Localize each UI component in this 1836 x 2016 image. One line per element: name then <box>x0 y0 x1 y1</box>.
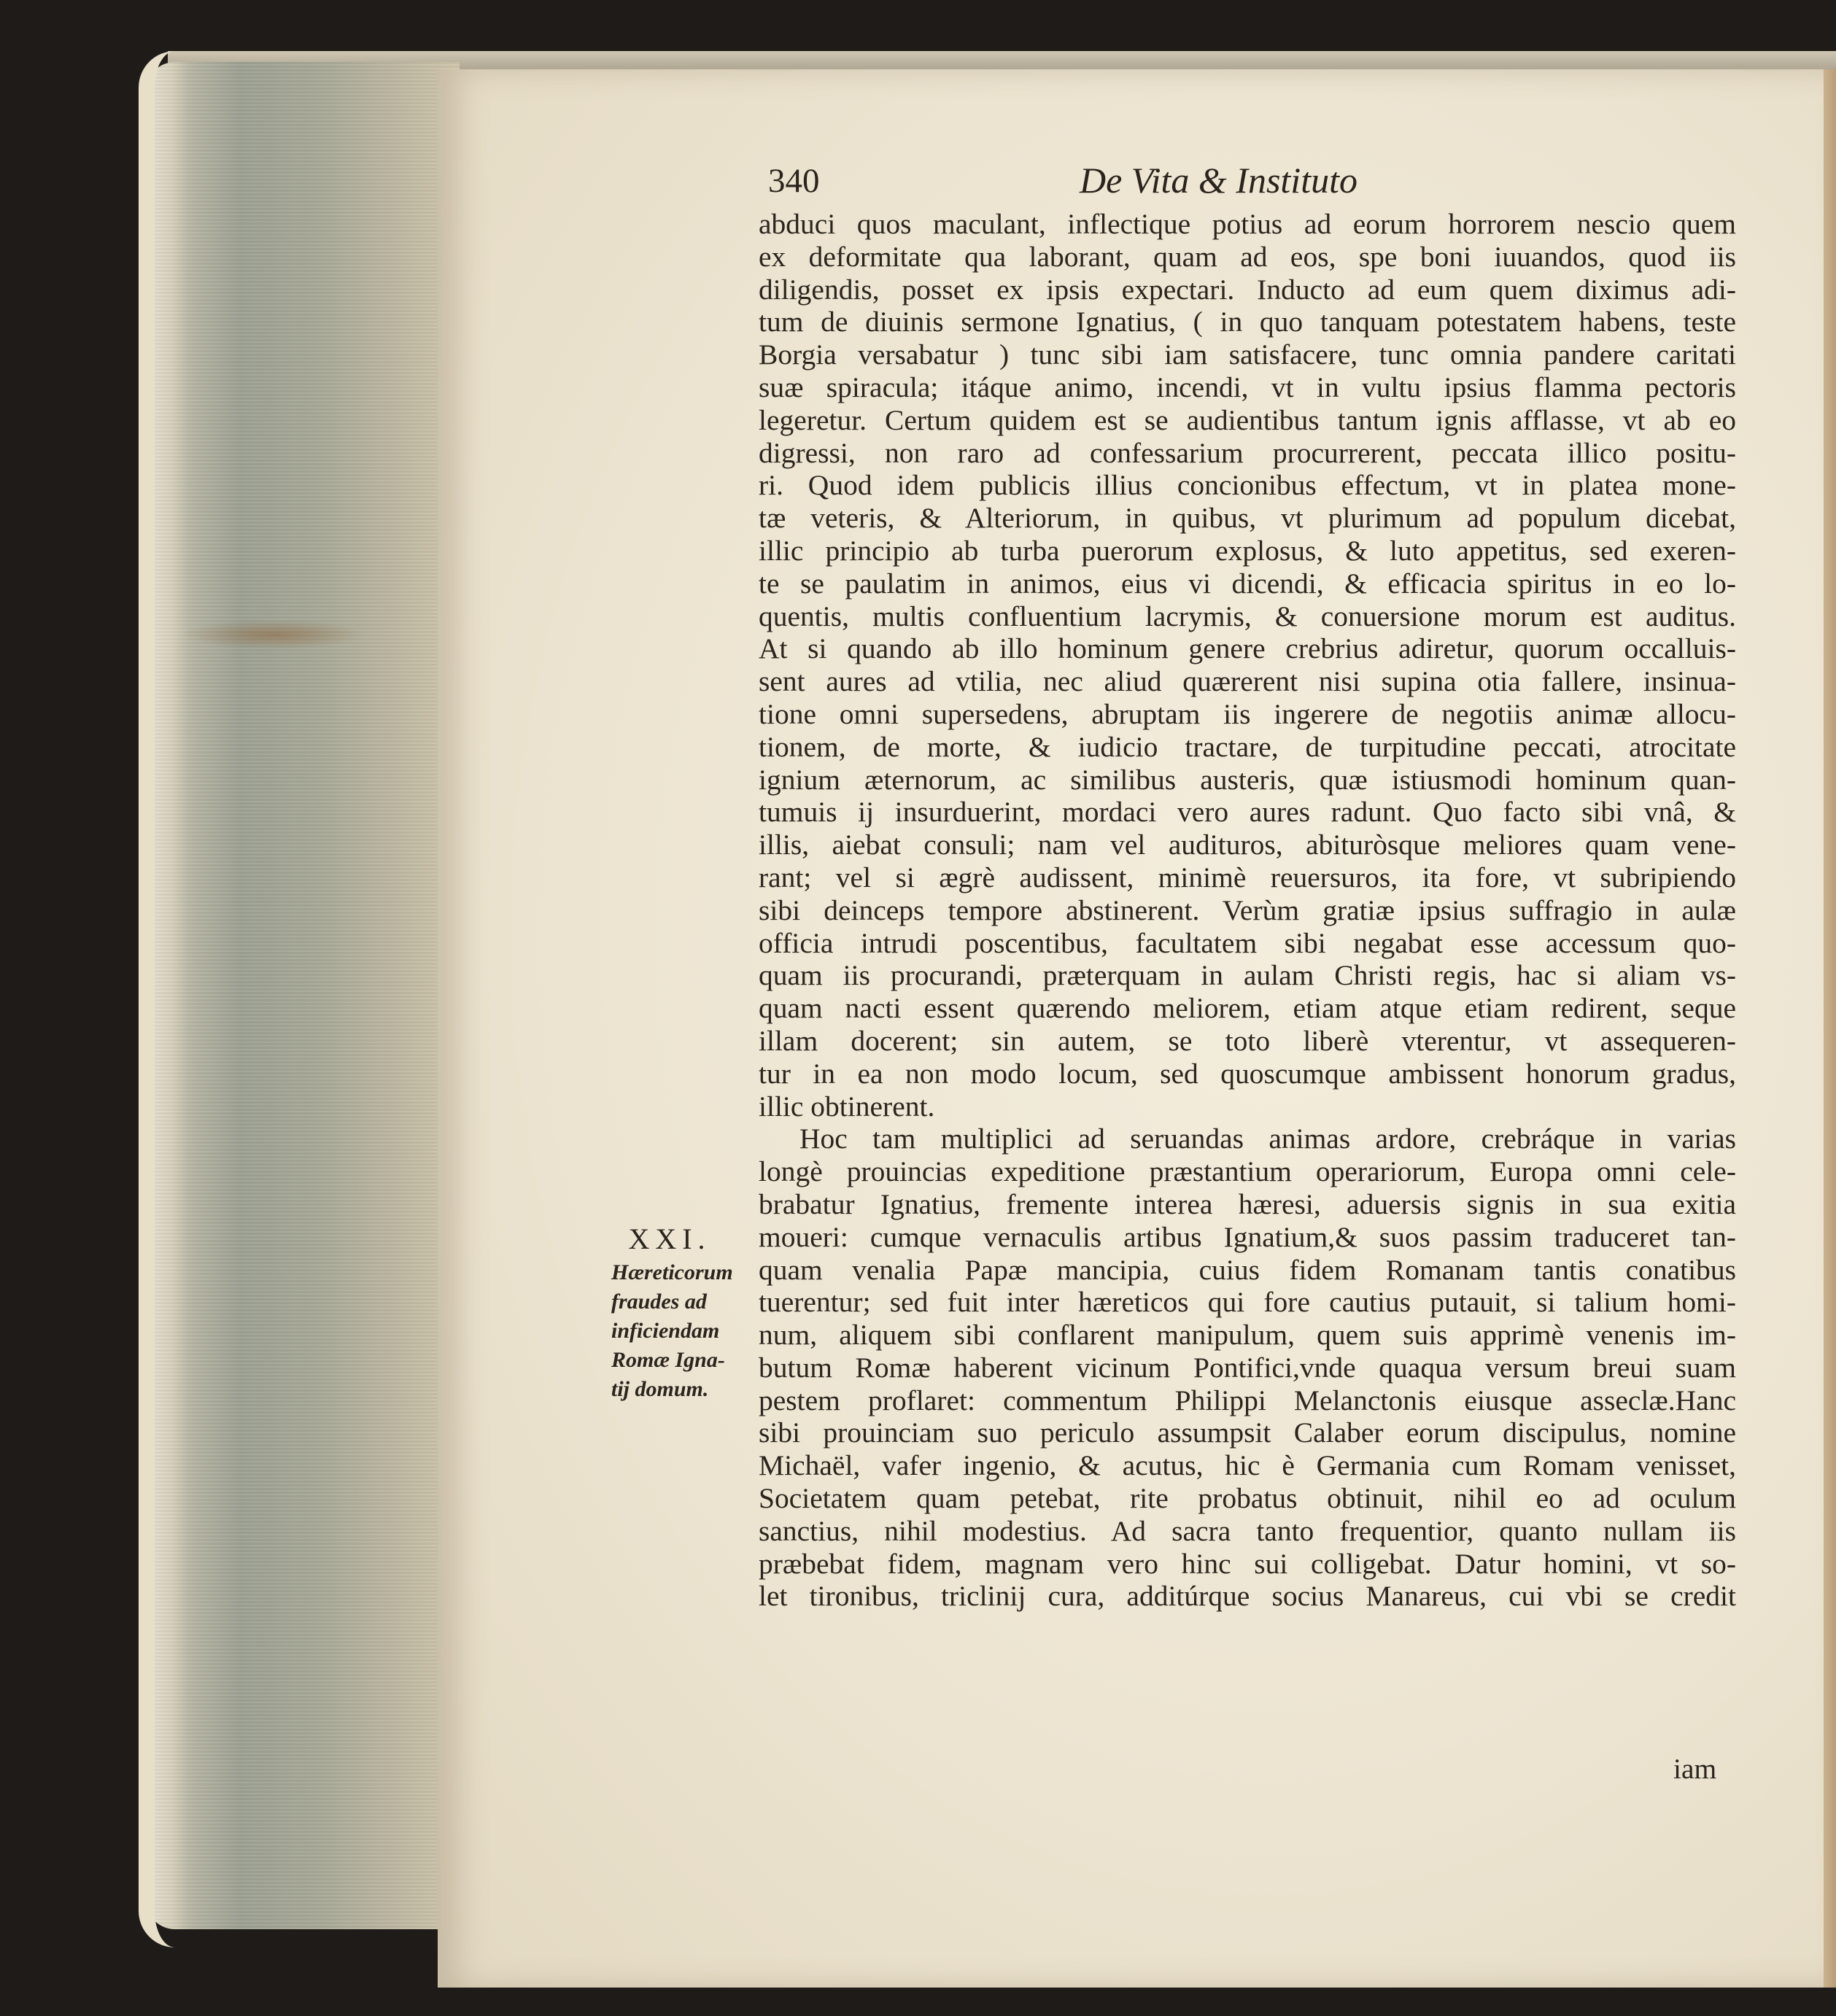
text-line: quam iis procurandi, præterquam in aulam Christi regis, hac si aliam vs- <box>759 959 1736 992</box>
edge-stain <box>182 620 365 649</box>
text-line: tum de diuinis sermone Ignatius, ( in quo tanquam potestatem habens, teste <box>759 306 1736 338</box>
margin-note-line: inficiendam <box>611 1319 720 1343</box>
text-line: tuerentur; sed fuit inter hæreticos qui fore cautius putauit, si talium homi- <box>759 1286 1736 1319</box>
section-numeral: XXI. <box>628 1222 711 1255</box>
text-line: illic principio ab turba puerorum explosus, & luto appetitus, sed exeren- <box>759 534 1736 567</box>
right-page-edge <box>1821 69 1836 1988</box>
text-line: tæ veteris, & Alteriorum, in quibus, vt plurimum ad populum dicebat, <box>759 502 1736 535</box>
text-line: tione omni supersedens, abruptam iis ingerere de negotiis animæ allocu- <box>759 697 1736 730</box>
text-line: digressi, non raro ad confessarium procurrerent, peccata illico positu- <box>759 436 1736 469</box>
text-line: Societatem quam petebat, rite probatus obtinuit, nihil eo ad oculum <box>759 1482 1736 1515</box>
text-line: Hoc tam multiplici ad seruandas animas ardore, crebráque in varias <box>799 1123 1736 1155</box>
text-line: ex deformitate qua laborant, quam ad eos, spe boni iuuandos, quod iis <box>759 240 1736 273</box>
text-line: officia intrudi poscentibus, facultatem sibi negabat esse accessum quo- <box>759 926 1736 959</box>
text-line: sibi deinceps tempore abstinerent. Verùm gratiæ ipsius suffragio in aulæ <box>759 893 1736 926</box>
text-line: illic obtinerent. <box>759 1090 935 1123</box>
main-text-block <box>759 208 1736 1613</box>
text-line: pestem proflaret: commentum Philippi Melanctonis eiusque asseclæ.Hanc <box>759 1384 1736 1416</box>
text-line: ri. Quod idem publicis illius concionibus effectum, vt in platea mone- <box>759 469 1736 502</box>
text-line: let tironibus, triclinij cura, additúrque socius Manareus, cui vbi se credit <box>759 1580 1736 1613</box>
text-line: sibi prouinciam suo periculo assumpsit Calaber eorum discipulus, nomine <box>759 1416 1736 1449</box>
text-line: longè prouincias expeditione præstantium operariorum, Europa omni cele- <box>759 1155 1736 1188</box>
margin-note-line: fraudes ad <box>611 1290 707 1314</box>
text-line: diligendis, posset ex ipsis expectari. Inducto ad eum quem diximus adi- <box>759 273 1736 306</box>
page-number: 340 <box>768 162 820 200</box>
margin-note-line: Romæ Igna- <box>611 1348 725 1372</box>
text-line: tionem, de morte, & iudicio tractare, de turpitudine peccati, atrocitate <box>759 730 1736 763</box>
text-line: butum Romæ haberent vicinum Pontifici,vnde quaqua versum breui suam <box>759 1351 1736 1384</box>
text-line: Michaël, vafer ingenio, & acutus, hic è Germania cum Romam venisset, <box>759 1449 1736 1482</box>
text-line: quam nacti essent quærendo meliorem, etiam atque etiam redirent, seque <box>759 992 1736 1025</box>
text-line: quentis, multis confluentium lacrymis, & conuersione morum est auditus. <box>759 600 1736 632</box>
text-line: illam docerent; sin autem, se toto liberè vterentur, vt assequeren- <box>759 1024 1736 1057</box>
text-line: tur in ea non modo locum, sed quoscumque ambissent honorum gradus, <box>759 1057 1736 1090</box>
book-page-edges <box>146 62 460 1929</box>
text-line: legeretur. Certum quidem est se audientibus tantum ignis afflasse, vt ab eo <box>759 403 1736 436</box>
margin-note-line: tij domum. <box>611 1377 709 1401</box>
text-line: brabatur Ignatius, fremente interea hæresi, aduersis signis in sua exitia <box>759 1187 1736 1220</box>
text-line: At si quando ab illo hominum genere crebrius adiretur, quorum occalluis- <box>759 632 1736 665</box>
text-line: sanctius, nihil modestius. Ad sacra tanto frequentior, quanto nullam iis <box>759 1514 1736 1547</box>
margin-note <box>611 1222 733 1404</box>
text-line: moueri: cumque vernaculis artibus Ignatium,& suos passim traduceret tan- <box>759 1220 1736 1253</box>
text-line: sent aures ad vtilia, nec aliud quærerent nisi supina otia fallere, insinua- <box>759 665 1736 698</box>
text-line: tumuis ij insurduerint, mordaci vero aures radunt. Quo facto sibi vnâ, & <box>759 796 1736 829</box>
text-line: illis, aiebat consuli; nam vel audituros, abituròsque meliores quam vene- <box>759 829 1736 861</box>
margin-note-line: Hæreticorum <box>611 1260 733 1284</box>
text-line: rant; vel si ægrè audissent, minimè reuersuros, ita fore, vt subripiendo <box>759 861 1736 893</box>
text-line: abduci quos maculant, inflectique potius ad eorum horrorem nescio quem <box>759 208 1736 240</box>
text-line: quam venalia Papæ mancipia, cuius fidem Romanam tantis conatibus <box>759 1253 1736 1286</box>
text-line: num, aliquem sibi conflarent manipulum, quem suis apprimè venenis im- <box>759 1319 1736 1352</box>
text-line: præbebat fidem, magnam vero hinc sui colligebat. Datur homini, vt so- <box>759 1547 1736 1580</box>
running-title: De Vita & Instituto <box>1080 160 1357 201</box>
text-line: Borgia versabatur ) tunc sibi iam satisfacere, tunc omnia pandere caritati <box>759 338 1736 371</box>
text-line: te se paulatim in animos, eius vi dicendi, & efficacia spiritus in eo lo- <box>759 567 1736 600</box>
text-line: ignium æternorum, ac similibus austeris, quæ istiusmodi hominum quan- <box>759 763 1736 796</box>
catchword: iam <box>1673 1753 1717 1785</box>
text-line: suæ spiracula; itáque animo, incendi, vt in vultu ipsius flamma pectoris <box>759 371 1736 403</box>
